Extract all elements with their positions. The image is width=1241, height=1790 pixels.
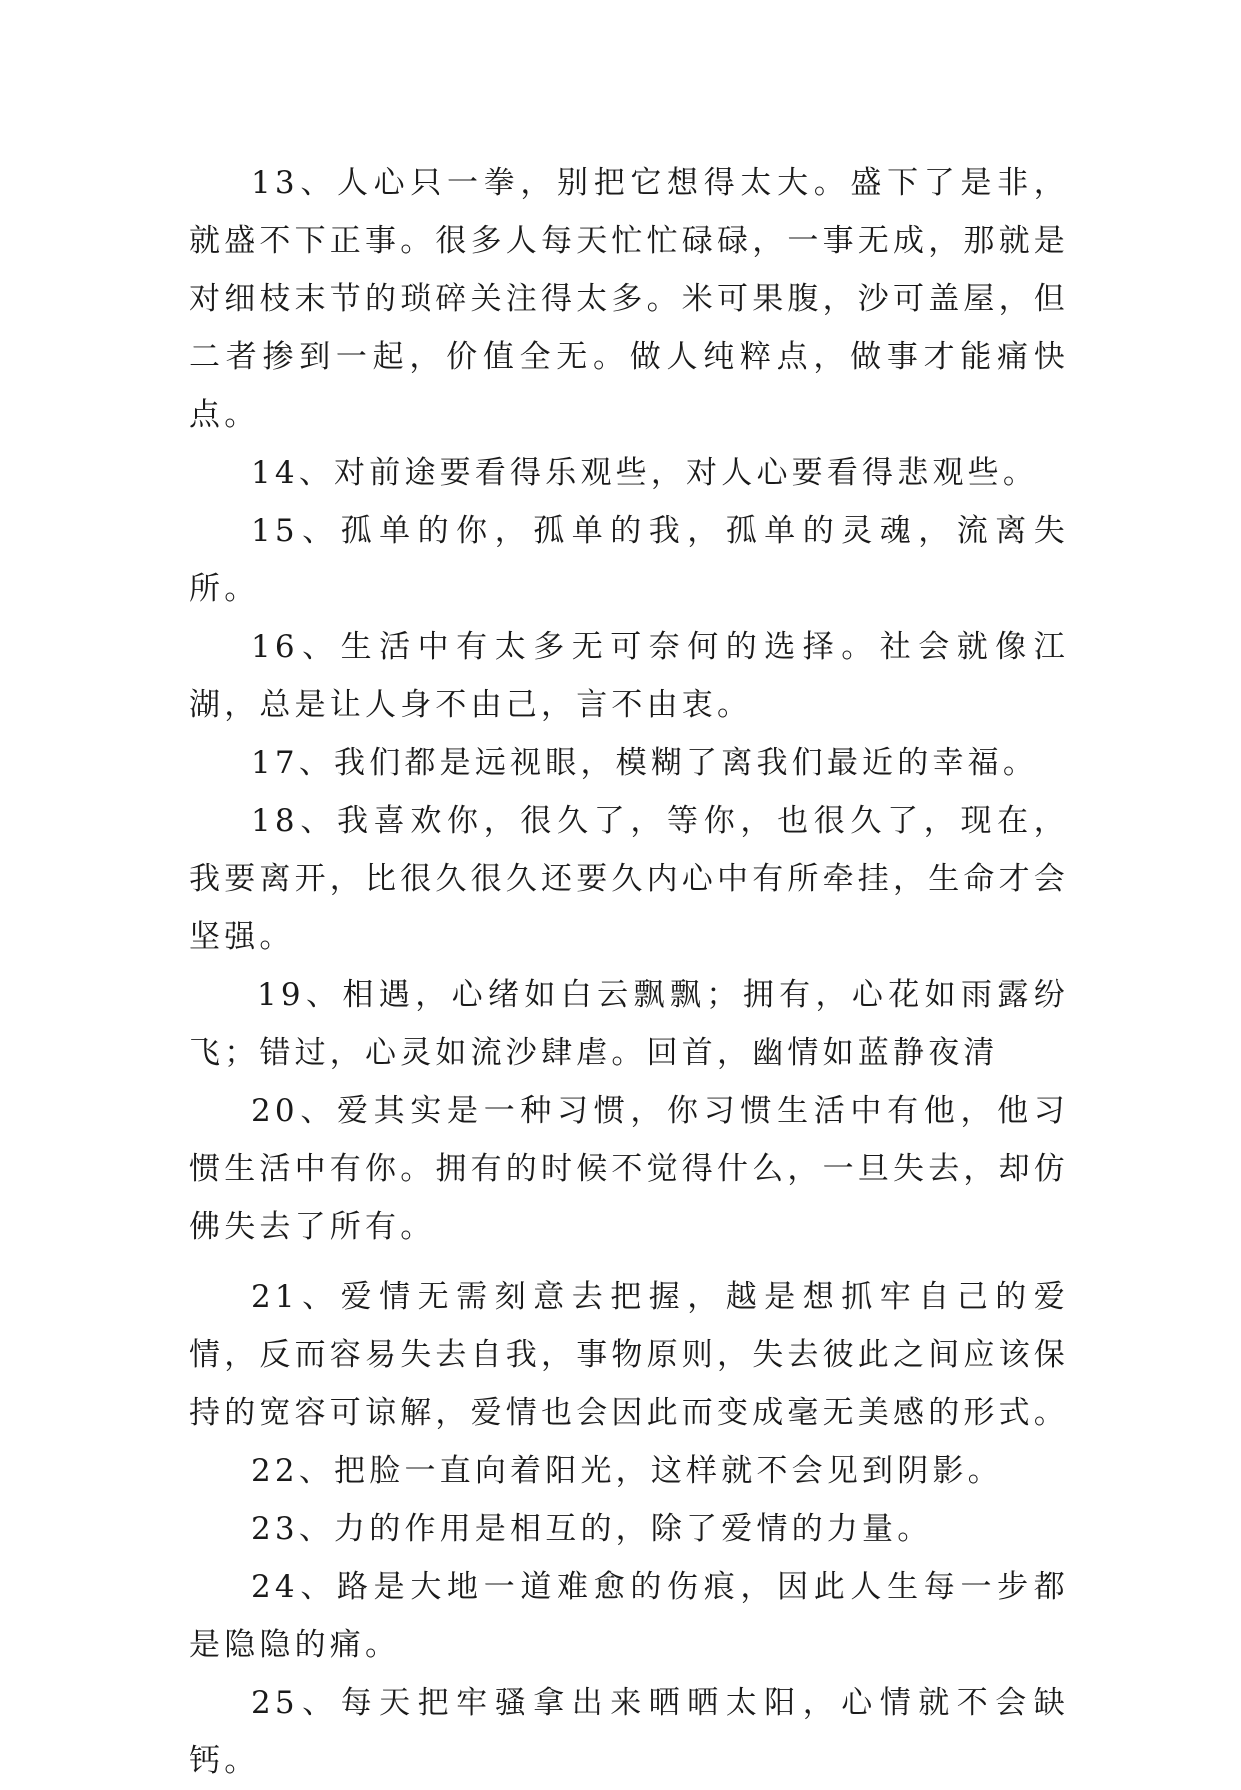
quote-17: 17、我们都是远视眼，模糊了离我们最近的幸福。 xyxy=(251,745,1039,781)
quote-14: 14、对前途要看得乐观些，对人心要看得悲观些。 xyxy=(251,455,1039,491)
quote-list xyxy=(189,154,1069,1790)
quote-21: 21、爱情无需刻意去把握，越是想抓牢自己的爱情，反而容易失去自我，事物原则，失去彼此之间应该保持的宽容可谅解，爱情也会因此而变成毫无美感的形式。 xyxy=(189,1279,1069,1431)
quote-16: 16、生活中有太多无可奈何的选择。社会就像江湖，总是让人身不由己，言不由衷。 xyxy=(189,629,1069,723)
quote-25: 25、每天把牢骚拿出来晒晒太阳，心情就不会缺钙。 xyxy=(189,1685,1069,1779)
quote-15: 15、孤单的你，孤单的我，孤单的灵魂，流离失所。 xyxy=(189,513,1069,607)
quote-19: 19、相遇，心绪如白云飘飘；拥有，心花如雨露纷飞；错过，心灵如流沙肆虐。回首，幽情如蓝静夜清 xyxy=(189,977,1069,1071)
quote-23: 23、力的作用是相互的，除了爱情的力量。 xyxy=(251,1511,933,1547)
quote-13: 13、人心只一拳，别把它想得太大。盛下了是非，就盛不下正事。很多人每天忙忙碌碌，一事无成，那就是对细枝末节的琐碎关注得太多。米可果腹，沙可盖屋，但二者掺到一起，价值全无。做人纯粹点，做事才能痛快点。 xyxy=(189,165,1069,433)
quote-22: 22、把脸一直向着阳光，这样就不会见到阴影。 xyxy=(251,1453,1003,1489)
quote-24: 24、路是大地一道难愈的伤痕，因此人生每一步都是隐隐的痛。 xyxy=(189,1569,1069,1663)
quote-18: 18、我喜欢你，很久了，等你，也很久了，现在，我要离开，比很久很久还要久内心中有所牵挂，生命才会坚强。 xyxy=(189,803,1069,955)
quote-20: 20、爱其实是一种习惯，你习惯生活中有他，他习惯生活中有你。拥有的时候不觉得什么，一旦失去，却仿佛失去了所有。 xyxy=(189,1093,1069,1245)
